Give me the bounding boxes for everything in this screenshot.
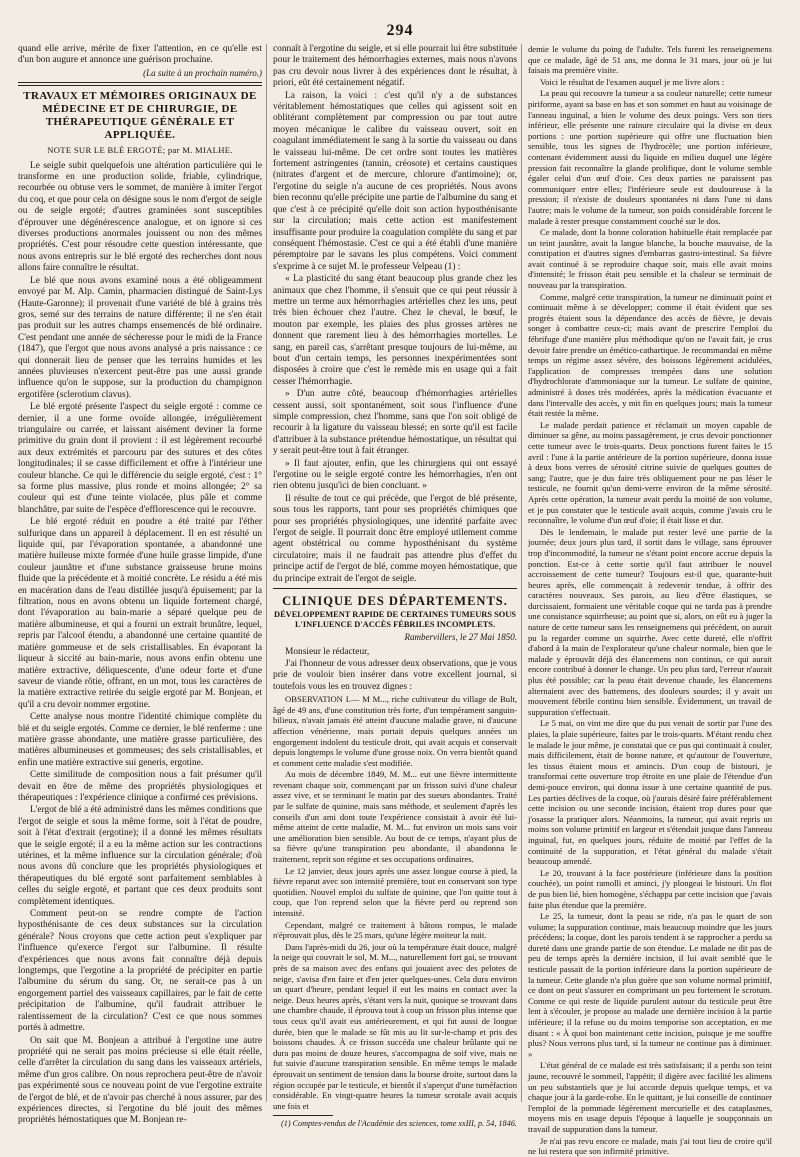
paragraph: Le 5 mai, on vint me dire que du pus venait de sortir par l'une des plaies, la plaie supérieure, faites par le trois-quarts. M'étant rendu chez le malade le jour même, je constatai que ce pus qui continuait à couler, mais difficilement, était de bonne nature, et qu'autour de l'ouverture, les tissus étaient mous et amincis. D'un coup de bistouri, je transformai cette ouverture trop étroite en une plaie de l'étendue d'un demi-pouce environ, qui donna issue à une certaine quantité de pus. Les parties déclives de la coque, où j'aurais désiré faire préférablement cette incision ou une seconde incision, étaient trop dures pour que j'osasse la pratiquer alors. Néanmoins, la tumeur, qui avait repris un moins son volume primitif en largeur et s'étendait jusque dans l'anneau inguinal, fut, en quelques jours, réduite de moitié par l'effet de la continuité de la suppuration, et l'état général du malade s'était beaucoup amendé. [528,718,772,867]
paragraph: La raison, la voici : c'est qu'il n'y a de substances véritablement hémostatiques que celles qui agissent soit en oblitérant complètement par compression ou par tout autre moyen mécanique le calibre du vaisseau ouvert, soit en coagulant immédiatement le sang à la sortie du vaisseau ou dans le vaisseau lui-même. De cet ordre sont toutes les matières fortement astringentes (tannin, créosote) et certains caustiques (nitrates d'argent et de mercure, chlorure d'antimoine); or, l'ergotine du seigle n'a aucune de ces propriétés. Nous avons bien reconnu qu'elle précipite une partie de l'albumine du sang et que c'est à ce précipité qu'elle doit son action hyposthénisante sur la circulation; mais cette action est manifestement insuffisante pour produire la coagulation complète du sang et par conséquent l'hémostasie. C'est ce qui a été établi d'une manière péremptoire par le savans les plus compétens. Voici comment s'exprime à ce sujet M. le professeur Velpeau (1) : [273,90,517,272]
paragraph: Le blé ergoté présente l'aspect du seigle ergoté : comme ce dernier, il a une forme ovoïde allongée, irrégulièrement triangulaire ou carrée, et laissant aisément deviner la forme primitive du grain dont il provient : il est légèrement recourbé aux deux extrémités et parcouru par des sutures et des côtes longitudinales; il se casse difficilement et offre à l'intérieur une couleur blanche. Ce qui le différencie du seigle ergoté, c'est : 1° sa forme plus massive, plus ronde et moins allongée; 2° sa couleur qui est d'une teinte violacée, plus pâle et comme blanchâtre, par suite de l'espèce d'efflorescence qui le recouvre. [18,402,262,515]
divider [273,588,517,589]
paragraph: Ce malade, dont la bonne coloration habituelle était remplacée par un teint jaunâtre, avait la langue blanche, la bouche mauvaise, de la constipation et d'autres signes d'embarras gastro-intestinal. Sa fièvre avait continué à se reproduire chaque soir, mais elle avait moins d'intensité; le frisson était peu sensible et la chaleur se terminait de nouveau par la transpiration. [528,227,772,291]
paragraph: Je n'ai pas revu encore ce malade, mais j'ai tout lieu de croire qu'il ne lui restera que son infirmité primitive. [528,1135,772,1157]
dept-title: CLINIQUE DES DÉPARTEMENTS. [282,594,508,609]
paragraph: Le 12 janvier, deux jours après une assez longue course à pied, la fièvre reparut avec son intensité première, tout en conservant son type quotidien. Nouvel emploi du sulfate de quinine, que l'on quitte tout à coup, que l'on reprend selon que la fièvre perd ou reprend son intensité. [273,865,517,918]
paragraph: On sait que M. Bonjean a attribué à l'ergotine une autre propriété qui ne serait pas moins précieuse si elle était réelle, celle d'arrêter la circulation du sang dans les vaisseaux artériels, même d'un gros calibre. On nous reprochera peut-être de n'avoir pas expérimenté sous ce nouveau point de vue l'ergotine extraite de l'ergot de blé, et de n'avoir pas cherché à nous assurer, par des expériences directes, si l'ergotine du blé jouit des mêmes propriétés hémostatiques que M. Bonjean re- [18,1035,262,1126]
paragraph: Dès le lendemain, le malade put rester levé une partie de la journée; deux jours plus tard, il sortit dans le village, sans éprouver trop d'incommodité, la tumeur ne s'étant point encore accrue depuis la ponction. Est-ce à cette sortie qu'il faut attribuer le nouvel accroissement de cette tumeur? Toujours est-il que, quarante-huit heures après, elle commençait à redevenir tendue, à offrir des caractères nouveaux. Ses parois, au lieu d'être élastiques, se durcissaient, formaient une véritable coque qui ne tarda pas à prendre une consistance squirrheuse; au point que si, alors, on eût eu à juger la nature de cette tumeur sans les renseignemens qui précèdent, on aurait pu la regarder comme un squirrhe. Avec cette dureté, elle n'offrit d'abord à la main de l'explorateur qu'une chaleur normale, bien que le malade y éprouvât déjà des élancemens non continus, ce qui aurait encore contribué à donner le change. Un peu plus tard, l'erreur n'aurait plus été possible; car la peau était devenue chaude, les élancemens alternaient avec des battemens, des douleurs sourdes; il y avait un mouvement fébrile continu bien sensible. Évidemment, un travail de suppuration s'effectuait. [528,526,772,717]
intro-text: quand elle arrive, mérite de fixer l'attention, en ce qu'elle est d'un bon augure et annonce une guérison prochaine. [18,44,262,66]
paragraph: L'ergot de blé a été administré dans les mêmes conditions que l'ergot de seigle et sous la même forme, soit à l'état de poudre, soit à l'état d'extrait (ergotine); il a donné les mêmes résultats que le seigle ergoté; il a eu la même action sur les contractions utérines, et la même influence sur la circulation générale; d'où nous avons dû conclure que les propriétés physiologiques et thérapeutiques du blé ergoté sont parfaitement semblables à celles du seigle ergoté, et partant que ces deux produits sont complètement identiques. [18,805,262,907]
column-rule [266,44,267,1102]
column-2 [273,44,517,1129]
salutation: Monsieur le rédacteur, [285,646,370,657]
note-title: NOTE SUR LE BLÉ ERGOTÉ; par M. MIALHE. [47,145,233,156]
quote-paragraph: » D'un autre côté, beaucoup d'hémorrhagies artérielles cessent aussi, soit spontanément, soit sous l'influence d'une simple compression, chez l'homme, sans que l'on soit obligé de recourir à la ligature du vaisseau blessé; en sorte qu'il est facile d'attribuer à la substance prétendue hémostatique, un résultat qui y serait peut-être tout à fait étranger. [273,389,517,457]
paragraph: J'ai l'honneur de vous adresser deux observations, que je vous prie de vouloir bien insérer dans votre excellent journal, si toutefois vous les en trouvez dignes : [273,658,517,692]
paragraph: Comme, malgré cette transpiration, la tumeur ne diminuait point et continuait même à se développer; comme il était évident que ses progrès étaient sous la dépendance des accès de fièvre, je devais songer à combattre ceux-ci; mais avant de prescrire l'emploi du fébrifuge d'une manière plus méthodique qu'on ne l'avait fait, je crus devoir faire prendre un émético-cathartique. Je recommandai en même temps un régime assez sévère, des boissons légèrement acidulées, l'application de compresses trempées dans une solution d'hydrochlorate d'ammoniaque sur la tumeur. Le sulfate de quinine, administré à doses très modérées, après la médication évacuante et dans l'intervalle des accès, y mit fin en quelques jours; mais la tumeur était restée la même. [528,291,772,419]
footnote: (1) Comptes-rendus de l'Académie des sciences, tome xxIII, p. 54, 1846. [281,1119,517,1129]
footnote-rule [273,1115,333,1116]
paragraph: La peau qui recouvre la tumeur a sa couleur naturelle; cette tumeur piriforme, ayant sa base en bas et son sommet en haut au voisinage de l'anneau inguinal, a bien le volume des deux poings. Vers son tiers inférieur, elle présente une rainure circulaire qui la divise en deux portions : une portion supérieure qui offre une fluctuation bien sensible, tous les signes de l'hydrocèle; une portion inférieure, contenant évidemment aussi du liquide en milieu duquel une légère pression fait reconnaître la glande prolifique, dont le volume semble égaler celui d'un œuf d'oie. Ces deux parties ne paraissent pas communiquer entre elles; l'inférieure seule est douloureuse à la pression; il n'existe de douleurs spontanées ni dans l'une ni dans l'autre; mais le volume de la tumeur, son poids considérable forcent le malade à rester presque constamment couché sur le dos. [528,88,772,226]
paragraph: Le malade perdait patience et réclamait un moyen capable de diminuer sa gêne, au moins passagèrement, je crus devoir ponctionner cette tumeur avec le trois-quarts. Deux ponctions furent faites le 15 avril : l'une à la partie antérieure de la portion supérieure, donna issue à deux bons verres de sérosité citrine suivie de quelques gouttes de sang; l'autre, que je dus faire très obliquement pour ne pas léser le testicule, ne fournit qu'un demi-verre environ de la même sérosité. Après cette opération, la tumeur avait perdu la moitié de son volume, et je pus constater que le testicule avait acquis, comme j'avais cru le reconnaître, le volume d'un œuf d'oie; il était lisse et dur. [528,419,772,526]
paragraph: Au mois de décembre 1849, M. M... eut une fièvre intermittente revenant chaque soir, commençant par un frisson suivi d'une chaleur assez vive, et se terminant le matin par des sueurs abondantes. Traité par le sulfate de quinine, mais sans méthode, et seulement d'après les conseils d'un ami dont toute l'expérience consistait à avoir été lui-même atteint de cette maladie, M. M... fut environ un mois sans voir une amélioration bien sensible. Au bout de ce temps, n'ayant plus de sa fièvre qu'une transpiration peu abondante, il abandonna le traitement, reprit son régime et ses occupations ordinaires. [273,769,517,865]
column-rule [521,44,522,1102]
dateline: Rambervillers, le 27 Mai 1850. [404,632,517,643]
paragraph: Il résulte de tout ce qui précède, que l'ergot de blé présente, sous tous les rapports, tant pour ses propriétés chimiques que pour ses propriétés physiologiques, une identité parfaite avec l'ergot de seigle. Il pourrait donc être employé utilement comme agent obstétrical ou comme hyposthénisant du système circulatoire; mais il ne faudrait pas attendre plus d'effet du principe actif de l'ergot de blé, comme moyen hémostatique, que du principe extrait de l'ergot de seigle. [273,493,517,584]
paragraph: OBSERVATION I.— M M..., riche cultivateur du village de Bult, âgé de 49 ans, d'une constitution très forte, d'un tempérament sanguin-bilieux, n'avait jamais été atteint d'aucune maladie grave, ni d'aucune affection vénérienne, mais portait depuis quelques années un engorgement indolent du testicule droit, qui avait acquis et conservait depuis longtemps le volume d'une grosse noix. On verra bientôt quand et comment cette maladie s'est modifiée. [273,694,517,768]
quote-paragraph: » Il faut ajouter, enfin, que les chirurgiens qui ont essayé l'ergotine ou le seigle ergoté contre les hémorrhagies, n'en ont rien obtenu jusqu'ici de bien concluant. » [273,458,517,492]
paragraph: Dans l'après-midi du 26, jour où la température était douce, malgré la neige qui couvrait le sol, M. M..., naturellement fort gai, se trouvant près de sa maison avec des enfans qui jouaient avec des pelotes de neige, s'avisa d'en faire et d'en jeter quelques-unes. Cela dura environ un quart d'heure, pendant lequel il eut les mains en contact avec la neige. Deux heures après, s'étant vers la nuit, quoique se trouvant dans une chambre chaude, il éprouva tout à coup un frisson plus intense que tous ceux qu'il avait eus antérieurement, et qui fut aussi de longue durée, bien que le malade se fût mis au lit sur-le-champ et pris des boissons chaudes. À ce frisson succéda une chaleur brûlante qui ne dura pas moins de douze heures, s'accompagna de soif vive, mais ne fut suivie d'aucune transpiration sensible. En même temps le malade éprouvait un sentiment de tension dans la bourse droite, surtout dans la région occupée par le testicule, et bientôt il s'aperçut d'une tuméfaction considérable. En vingt-quatre heures la tumeur scrotale avait acquis une fois et [273,941,517,1111]
paragraph: L'état général de ce malade est très satisfaisant; il a perdu son teint jaune, recouvré le sommeil, l'appétit; il digère avec facilité les alimens un peu substantiels que je lui accorde depuis quelque temps, et va chaque jour à la garde-robe. En le quittant, je lui conseille de continuer l'emploi de la pommade légèrement mercurielle et des cataplasmes, moyens mis en usage depuis l'époque à laquelle je soupçonnais un travail de suppuration dans la tumeur. [528,1060,772,1134]
column-3 [528,44,772,1157]
paragraph: connaît à l'ergotine du seigle, et si elle pourrait lui être substituée pour le traitement des hémorrhagies externes, mais nous n'avons pas cru devoir nous livrer à des expériences dont le résultat, à priori, eût été certainement négatif. [273,44,517,89]
column-1 [18,44,262,1126]
paragraph: Le seigle subit quelquefois une altération particulière qui le transforme en une production solide, friable, cylindrique, recourbée ou obtuse vers le sommet, de manière à imiter l'ergot du coq, et que pour cela on désigne sous le nom d'ergot de seigle ou de seigle ergoté; d'autres graminées sont susceptibles d'éprouver une dégénérescence analogue, et on ignore si ces diverses productions anormales jouissent ou non des mêmes propriétés. C'est pour résoudre cette question intéressante, que nous avons entrepris sur le blé ergoté des recherches dont nous allons faire connaître le résultat. [18,160,262,274]
paragraph: Cependant, malgré ce traitement à bâtons rompus, le malade n'éprouvait plus, dès le 25 mars, qu'une légère moiteur la nuit. [273,919,517,941]
section-title: TRAVAUX ET MÉMOIRES ORIGINAUX DE MÉDECINE ET DE CHIRURGIE, DE THÉRAPEUTIQUE GÉNÉRALE ET APPLIQUÉE. [23,90,257,142]
paragraph: Le 25, la tumeur, dont la peau se ride, n'a pas le quart de son volume; la suppuration continue, mais beaucoup moindre que les jours précédens; la coque, dont les parois tendent à se rapprocher a perdu sa dureté dans une grande partie de son étendue. Le malade ne dit pas de peu de temps après la dernière incision, il lui avait semblé que le testicule passait de la portion inférieure dans la portion supérieure de la tumeur. Cette glande n'a plus guère que son volume normal primitif, ce dont on peut s'assurer en comprimant un peu fortement le scrotum. Comme ce qui reste de liquide purulent autour du testicule peut être lent à s'écouler, je propose au malade une dernière incision à la partie inférieure; il la refuse ou du moins temporise son acceptation, en me disant : « À quoi bon maintenant cette incision, puisque je me souffre plus? Nous verrons plus tard, si la tumeur ne continue pas à diminuer. » [528,911,772,1059]
quote-paragraph: « La plasticité du sang étant beaucoup plus grande chez les animaux que chez l'homme, il s'ensuit que ce qui peut réussir à mettre un terme aux hémorrhagies artérielles chez les uns, peut très bien échouer chez l'autre. Chez le cheval, le bœuf, le mouton par exemple, les plaies des plus grosses artères ne donnent que rarement lieu à des hémorrhagies mortelles. Le sang, en pareil cas, s'arrêtant presque toujours de lui-même, au bout d'un certain temps, les personnes inexpérimentées sont disposées à croire que c'est le remède mis en usage qui a fait cesser l'hémorrhagie. [273,274,517,387]
page-number: 294 [386,22,414,39]
divider [18,82,262,83]
paragraph: Comment peut-on se rendre compte de l'action hyposthénisante de ces deux substances sur la circulation générale? Nous croyons que cette action peut s'expliquer par l'influence qu'exerce l'ergot sur l'albumine. Il résulte d'expériences que nous avons fait connaître déjà depuis longtemps, que l'ergotine a la propriété de précipiter en partie l'albumine du sérum du sang. Or, ne serait-ce pas à un engorgement partiel des vaisseaux capillaires, par le fait de cette précipitation de l'albumine, qu'il faudrait attribuer le ralentissement de la circulation? C'est ce que nous sommes portés à admettre. [18,909,262,1034]
continued-note: (La suite à un prochain numéro.) [143,67,262,78]
dept-subtitle: DÉVELOPPEMENT RAPIDE DE CERTAINES TUMEURS SOUS L'INFLUENCE D'ACCÈS FÉBRILES INCOMPLETS. [274,610,516,630]
divider [18,85,262,86]
paragraph: Cette analyse nous montre l'identité chimique complète du blé et du seigle ergotés. Comme ce dernier, le blé renferme : une matière grasse abondante, une matière grasse particulière, des matières albumineuses et gommeuses; des sels cristallisables, et enfin une matière extractive sui generis, ergotine. [18,712,262,768]
paragraph: demie le volume du poing de l'adulte. Tels furent les renseignemens que ce malade, âgé de 51 ans, me donna le 31 mars, jour où je lui faisais ma première visite. [528,44,772,76]
paragraph: Le blé ergoté réduit en poudre a été traité par l'éther sulfurique dans un appareil à déplacement. Il en est résulté un liquide qui, par l'évaporation spontanée, a abandonné une matière huileuse mixte formée d'une huile grasse limpide, d'une couleur jaunâtre et d'une substance graisseuse brune moins fluide que la précédente et à moitié concrète. Le résidu a été mis en macération dans de l'eau distillée jusqu'à épuisement; par la filtration, nous en avons obtenu un liquide fortement chargé, dont l'évaporation au bain-marie a séparé quelque peu de matière albumineuse, et qui a fourni un extrait brunâtre, lequel, repris par l'alcool étendu, a abandonné une certaine quantité de matière gommeuse et de sels cristallisables. En évaporant la liqueur à siccité au bain-marie, nous avons enfin obtenu une matière extractive, déliquescente, d'une odeur forte et d'une saveur de viande rôtie, offrant, en un mot, tous les caractères de la matière extractive retirée du seigle ergoté par M. Bonjean, et qu'il a cru devoir nommer ergotine. [18,517,262,710]
paragraph: Le blé que nous avons examiné nous a été obligeamment envoyé par M. Alp. Camin, pharmacien distingué de Saint-Lys (Haute-Garonne); il provenait d'une variété de blé à grains très gros, semé sur des terrains de nature différente; il ne s'en était pas produit sur les autres champs ensemencés de blé ordinaire. C'est pendant une année de sécheresse pour le midi de la France (1847), que l'ergot que nous avons analysé a pris naissance : ce qui donnerait lieu de penser que les terrains humides et les années pluvieuses n'exercent peut-être pas une aussi grande influence qu'on le suppose, sur la production du champignon ergotifère (sclerotium clavus). [18,275,262,400]
paragraph: Voici le résultat de l'examen auquel je me livre alors : [540,76,725,87]
paragraph: Le 20, trouvant à la face postérieure (inférieure dans la position couchée), un point ramolli et aminci, j'y plongeai le bistouri. Un flot de pus bien lié, bien homogène, s'échappa par cette incision que j'avais faite plus étendue que la première. [528,867,772,910]
paragraph: Cette similitude de composition nous a fait présumer qu'il devait en être de même des propriétés physiologiques et thérapeutiques : l'expérience clinique a confirmé ces prévisions. [18,770,262,803]
